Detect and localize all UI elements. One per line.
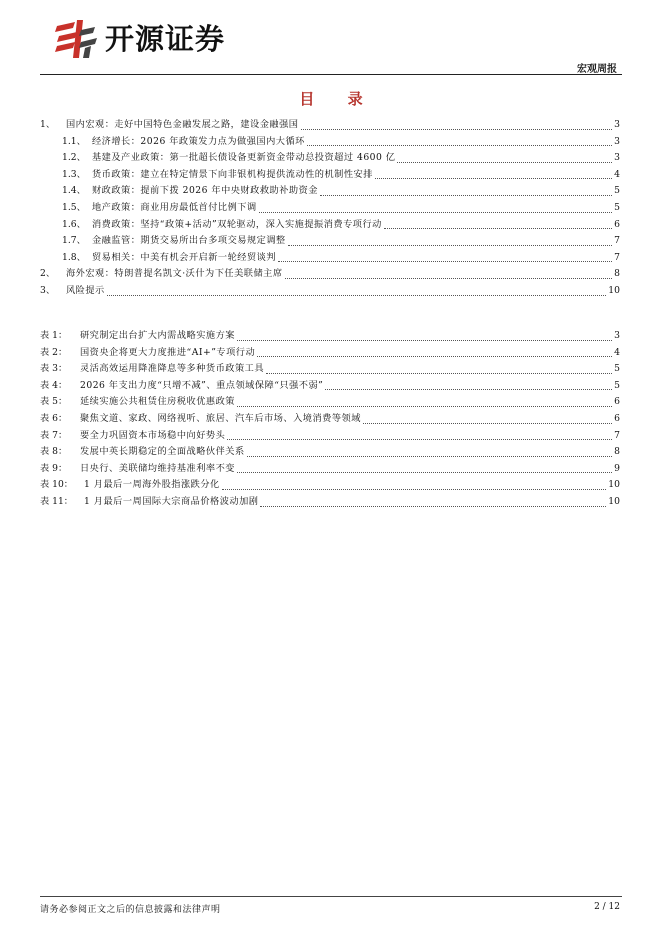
toc-number: 1.4、	[62, 185, 86, 197]
toc-number: 1.5、	[62, 201, 86, 213]
table-page: 3	[614, 330, 620, 341]
dot-leader	[266, 372, 612, 374]
table-entry[interactable]	[40, 444, 620, 461]
dot-leader	[237, 405, 612, 407]
table-number: 表 1：	[40, 330, 68, 341]
table-page: 7	[614, 429, 620, 441]
dot-leader	[237, 339, 612, 341]
table-number: 表 6：	[40, 412, 68, 424]
toc-number: 3、	[40, 284, 56, 296]
table-page: 10	[608, 479, 620, 491]
dot-leader	[363, 422, 612, 424]
header-divider	[40, 74, 622, 75]
table-number: 表 2：	[40, 346, 68, 358]
table-page: 6	[614, 412, 620, 424]
toc-number: 1.6、	[62, 218, 86, 230]
toc-text: 国内宏观：走好中国特色金融发展之路，建设金融强国	[66, 119, 299, 130]
dot-leader	[325, 388, 612, 390]
toc-entry[interactable]	[40, 266, 620, 283]
table-entry[interactable]	[40, 428, 620, 445]
table-entry[interactable]	[40, 411, 620, 428]
toc-text: 货币政策：建立在特定情景下向非银机构提供流动性的机制性安排	[92, 168, 373, 180]
toc-page: 4	[614, 168, 620, 180]
toc-page: 7	[614, 235, 620, 247]
dot-leader	[260, 505, 606, 507]
toc-text: 金融监管：期货交易所出台多项交易规定调整	[92, 235, 286, 247]
table-caption: 灵活高效运用降准降息等多种货币政策工具	[80, 363, 265, 375]
toc-title: 目 录	[299, 90, 377, 108]
table-caption: 1 月最后一周国际大宗商品价格波动加剧	[84, 495, 259, 507]
toc-list	[40, 117, 620, 300]
toc-text: 海外宏观：特朗普提名凯文·沃什为下任美联储主席	[66, 268, 283, 280]
toc-entry[interactable]	[40, 200, 620, 217]
table-entry[interactable]	[40, 328, 620, 345]
table-page: 8	[614, 446, 620, 458]
toc-page: 3	[614, 119, 620, 130]
dot-leader	[320, 194, 612, 196]
toc-page: 7	[614, 251, 620, 263]
toc-page: 6	[614, 218, 620, 230]
table-page: 9	[614, 462, 620, 474]
table-caption: 研究制定出台扩大内需战略实施方案	[80, 330, 235, 341]
dot-leader	[237, 471, 612, 473]
toc-entry[interactable]	[40, 117, 620, 134]
toc-number: 1.2、	[62, 152, 86, 164]
report-type-label: 宏观周报	[577, 64, 617, 75]
toc-page: 10	[608, 284, 620, 296]
table-number: 表 3：	[40, 363, 68, 375]
toc-number: 1.3、	[62, 168, 86, 180]
table-entry[interactable]	[40, 361, 620, 378]
table-number: 表 11：	[40, 495, 73, 507]
table-entry[interactable]	[40, 378, 620, 395]
toc-page: 5	[614, 201, 620, 213]
toc-page: 8	[614, 268, 620, 280]
table-caption: 国资央企将更大力度推进“AI+”专项行动	[80, 346, 256, 358]
table-caption: 2026 年支出力度“只增不减”、重点领域保障“只强不弱”	[80, 379, 324, 391]
toc-entry[interactable]	[40, 217, 620, 234]
table-page: 10	[608, 495, 620, 507]
kaiyuan-logo-icon	[55, 18, 101, 60]
dot-leader	[257, 355, 612, 357]
dot-leader	[259, 211, 612, 213]
dot-leader	[397, 161, 612, 163]
table-entry[interactable]	[40, 477, 620, 494]
table-page: 5	[614, 379, 620, 391]
toc-entry[interactable]	[40, 233, 620, 250]
table-entry[interactable]	[40, 494, 620, 511]
toc-text: 基建及产业政策：第一批超长债设备更新资金带动总投资超过 4600 亿	[92, 152, 396, 164]
table-list	[40, 328, 620, 511]
toc-text: 经济增长：2026 年政策发力点为做强国内大循环	[92, 135, 305, 147]
table-entry[interactable]	[40, 461, 620, 478]
toc-number: 1.1、	[62, 135, 86, 147]
table-number: 表 10：	[40, 479, 73, 491]
dot-leader	[107, 294, 607, 296]
table-page: 5	[614, 363, 620, 375]
toc-text: 财政政策：提前下拨 2026 年中央财政救助补助资金	[92, 185, 318, 197]
toc-entry[interactable]	[40, 283, 620, 300]
table-caption: 发展中英长期稳定的全面战略伙伴关系	[80, 446, 245, 458]
toc-page: 3	[614, 135, 620, 147]
table-caption: 要全力巩固资本市场稳中向好势头	[80, 429, 226, 441]
dot-leader	[288, 244, 612, 246]
company-logo	[55, 18, 225, 60]
dot-leader	[227, 438, 612, 440]
table-entry[interactable]	[40, 345, 620, 362]
table-number: 表 9：	[40, 462, 68, 474]
toc-entry[interactable]	[40, 150, 620, 167]
table-caption: 延续实施公共租赁住房税收优惠政策	[80, 396, 235, 408]
table-caption: 日央行、美联储均维持基准利率不变	[80, 462, 235, 474]
toc-text: 风险提示	[66, 284, 105, 296]
toc-entry[interactable]	[40, 250, 620, 267]
toc-entry[interactable]	[40, 134, 620, 151]
toc-entry[interactable]	[40, 167, 620, 184]
dot-leader	[384, 227, 612, 229]
toc-entry[interactable]	[40, 183, 620, 200]
table-number: 表 4：	[40, 379, 68, 391]
table-number: 表 5：	[40, 396, 68, 408]
table-number: 表 8：	[40, 446, 68, 458]
table-number: 表 7：	[40, 429, 68, 441]
dot-leader	[375, 177, 612, 179]
table-caption: 1 月最后一周海外股指涨跌分化	[84, 479, 220, 491]
table-page: 6	[614, 396, 620, 408]
toc-text: 地产政策：商业用房最低首付比例下调	[92, 201, 257, 213]
dot-leader	[222, 488, 607, 490]
dot-leader	[307, 144, 612, 146]
toc-page: 3	[614, 152, 620, 164]
toc-page: 5	[614, 185, 620, 197]
page-number: 2 / 12	[594, 902, 620, 912]
table-page: 4	[614, 346, 620, 358]
toc-text: 消费政策：坚持“政策+活动”双轮驱动，深入实施提振消费专项行动	[92, 218, 382, 230]
table-entry[interactable]	[40, 394, 620, 411]
footer-disclaimer: 请务必参阅正文之后的信息披露和法律声明	[40, 905, 221, 915]
logo-text: 开源证券	[105, 22, 226, 56]
toc-number: 1、	[40, 119, 56, 130]
toc-number: 2、	[40, 268, 56, 280]
footer-divider	[40, 896, 622, 897]
toc-text: 贸易相关：中美有机会开启新一轮经贸谈判	[92, 251, 277, 263]
toc-number: 1.7、	[62, 235, 86, 247]
dot-leader	[285, 277, 612, 279]
table-caption: 聚焦文道、家政、网络视听、旅居、汽车后市场、入境消费等领域	[80, 412, 361, 424]
toc-number: 1.8、	[62, 251, 86, 263]
dot-leader	[278, 260, 612, 262]
dot-leader	[301, 128, 613, 130]
dot-leader	[247, 455, 612, 457]
